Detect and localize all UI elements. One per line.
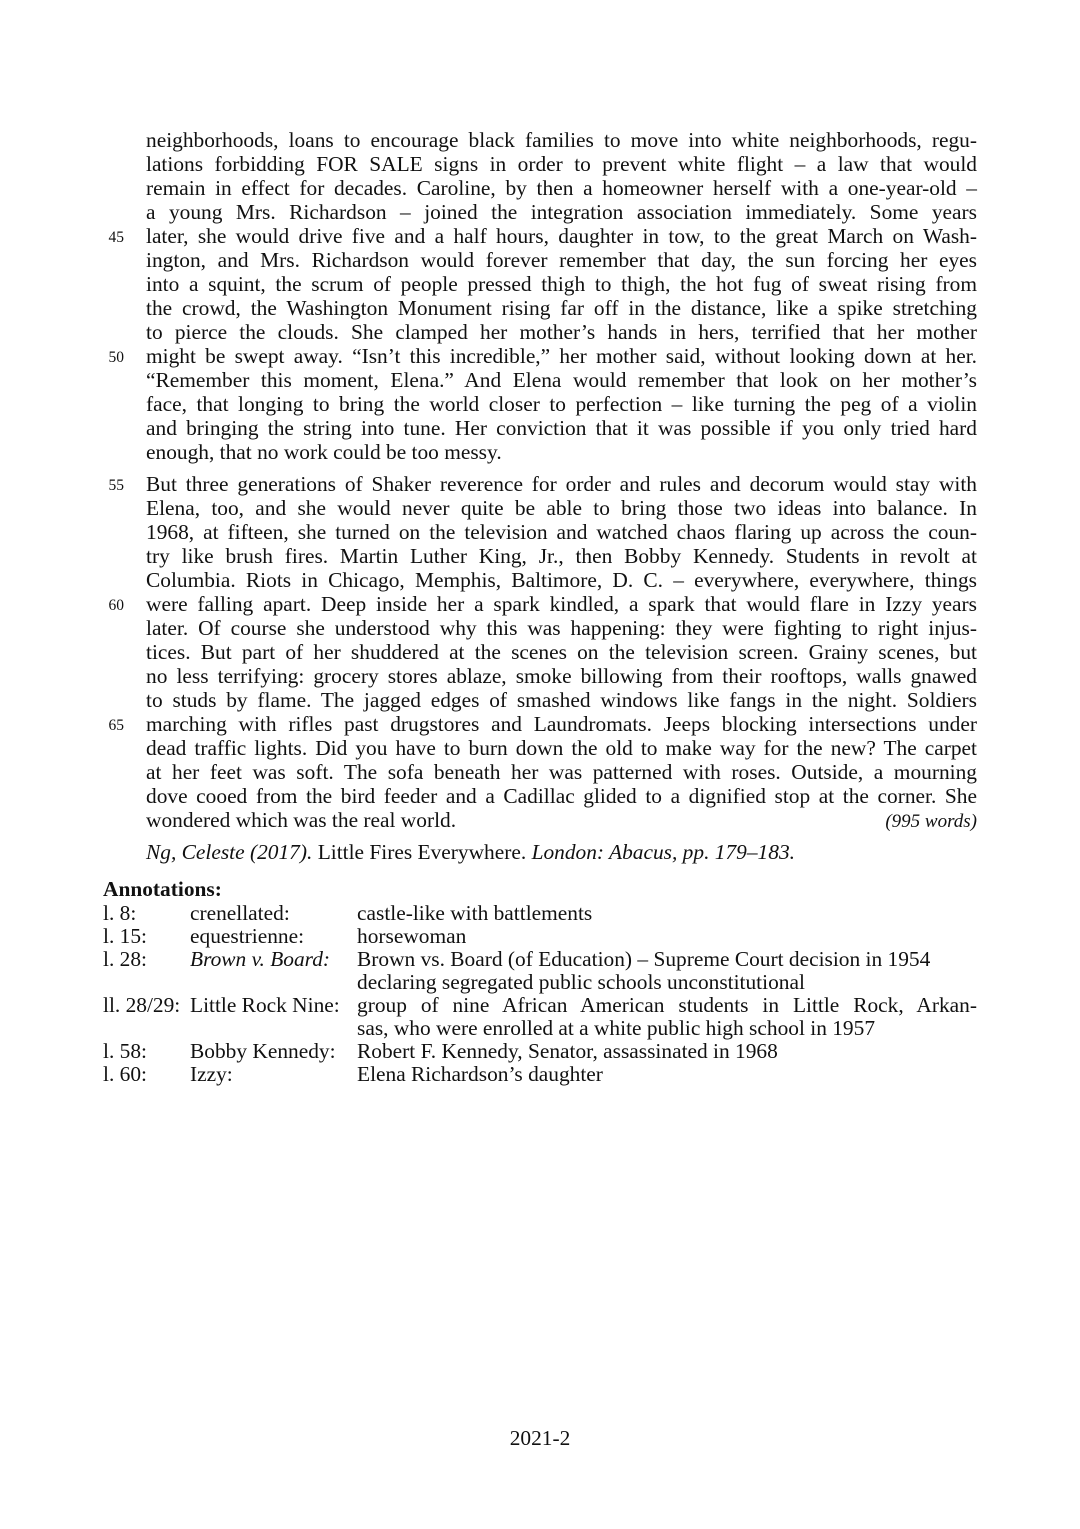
passage-line: ington, and Mrs. Richardson would forever remember that day, the sun forcing her eyes xyxy=(146,248,977,272)
annotation-ref: l. 8: xyxy=(103,901,137,925)
passage-line: face, that longing to bring the world closer to perfection – like turning the peg of a violin xyxy=(146,392,977,416)
passage-line: and bringing the string into tune. Her conviction that it was possible if you only tried hard xyxy=(146,416,977,440)
passage-line: wondered which was the real world. xyxy=(146,808,457,832)
line-number: 65 xyxy=(108,717,124,734)
passage-line: try like brush fires. Martin Luther King, Jr., then Bobby Kennedy. Students in revolt at xyxy=(146,544,977,568)
page-number: 2021-2 xyxy=(509,1426,571,1450)
annotation-term: crenellated: xyxy=(190,901,290,925)
passage-line: remain in effect for decades. Caroline, by then a homeowner herself with a one-year-old – xyxy=(146,176,977,200)
citation xyxy=(146,840,795,864)
annotation-definition: Brown vs. Board (of Education) – Supreme Court decision in 1954 xyxy=(357,947,931,971)
annotation-term: Bobby Kennedy: xyxy=(190,1039,336,1063)
passage-line: enough, that no work could be too messy. xyxy=(146,440,502,464)
line-number: 55 xyxy=(108,477,124,494)
annotation-term: Brown v. Board: xyxy=(190,947,331,971)
annotation-item xyxy=(0,1062,1080,1086)
line-number: 50 xyxy=(108,349,124,366)
annotation-item xyxy=(0,947,1080,971)
annotation-item xyxy=(0,993,1080,1017)
passage-line: dove cooed from the bird feeder and a Cadillac glided to a dignified stop at the corner. She xyxy=(146,784,977,808)
passage-line: Columbia. Riots in Chicago, Memphis, Baltimore, D. C. – everywhere, everywhere, things xyxy=(146,568,977,592)
annotation-term: Little Rock Nine: xyxy=(190,993,340,1017)
passage-line: neighborhoods, loans to encourage black families to move into white neighborhoods, regu- xyxy=(146,128,977,152)
annotation-term: equestrienne: xyxy=(190,924,305,948)
annotation-ref: l. 60: xyxy=(103,1062,147,1086)
citation-author-year: Ng, Celeste (2017). xyxy=(146,840,313,864)
passage-line: lations forbidding FOR SALE signs in order to prevent white flight – a law that would xyxy=(146,152,977,176)
word-count: (995 words) xyxy=(885,811,977,832)
annotation-ref: l. 28: xyxy=(103,947,147,971)
passage-line: at her feet was soft. The sofa beneath her was patterned with roses. Outside, a mourning xyxy=(146,760,977,784)
annotation-item xyxy=(0,1039,1080,1063)
annotation-definition: Robert F. Kennedy, Senator, assassinated in 1968 xyxy=(357,1039,778,1063)
annotation-definition: sas, who were enrolled at a white public high school in 1957 xyxy=(357,1016,876,1040)
annotation-term: Izzy: xyxy=(190,1062,233,1086)
annotation-item xyxy=(0,924,1080,948)
annotation-definition: horsewoman xyxy=(357,924,467,948)
citation-title: Little Fires Everywhere. xyxy=(317,840,527,864)
passage-line: the crowd, the Washington Monument rising far off in the distance, like a spike stretching xyxy=(146,296,977,320)
annotation-continuation xyxy=(0,970,1080,994)
annotation-ref: l. 58: xyxy=(103,1039,147,1063)
line-number: 60 xyxy=(108,597,124,614)
passage-line: into a squint, the scrum of people pressed thigh to thigh, the hot fug of sweat rising from xyxy=(146,272,977,296)
citation-publisher: London: Abacus, pp. 179–183. xyxy=(531,840,795,864)
annotation-ref: ll. 28/29: xyxy=(103,993,181,1017)
passage-line: to pierce the clouds. She clamped her mother’s hands in hers, terrified that her mother xyxy=(146,320,977,344)
passage-line: later. Of course she understood why this was happening: they were fighting to right injus- xyxy=(146,616,977,640)
annotation-definition: castle-like with battlements xyxy=(357,901,593,925)
passage-line: tices. But part of her shuddered at the scenes on the television screen. Grainy scenes, but xyxy=(146,640,977,664)
annotation-definition: group of nine African American students in Little Rock, Arkan- xyxy=(357,993,977,1017)
passage-line: But three generations of Shaker reverence for order and rules and decorum would stay with xyxy=(146,472,977,496)
annotation-continuation xyxy=(0,1016,1080,1040)
passage-line: dead traffic lights. Did you have to burn down the old to make way for the new? The carpet xyxy=(146,736,977,760)
passage-line: Elena, too, and she would never quite be able to bring those two ideas into balance. In xyxy=(146,496,977,520)
passage-line: were falling apart. Deep inside her a spark kindled, a spark that would flare in Izzy years xyxy=(146,592,977,616)
passage-line: later, she would drive five and a half hours, daughter in tow, to the great March on Wash- xyxy=(146,224,977,248)
annotation-definition: declaring segregated public schools unconstitutional xyxy=(357,970,805,994)
annotation-item xyxy=(0,901,1080,925)
passage-line: marching with rifles past drugstores and Laundromats. Jeeps blocking intersections under xyxy=(146,712,977,736)
passage-line: “Remember this moment, Elena.” And Elena would remember that look on her mother’s xyxy=(146,368,977,392)
annotation-definition: Elena Richardson’s daughter xyxy=(357,1062,603,1086)
passage-line: no less terrifying: grocery stores ablaze, smoke billowing from their rooftops, walls gnawed xyxy=(146,664,977,688)
line-number: 45 xyxy=(108,229,124,246)
passage-line: 1968, at fifteen, she turned on the television and watched chaos flaring up across the coun- xyxy=(146,520,977,544)
passage-line: might be swept away. “Isn’t this incredible,” her mother said, without looking down at her. xyxy=(146,344,977,368)
passage-line: to studs by flame. The jagged edges of smashed windows like fangs in the night. Soldiers xyxy=(146,688,977,712)
annotations-heading: Annotations: xyxy=(103,877,222,901)
passage-line: a young Mrs. Richardson – joined the integration association immediately. Some years xyxy=(146,200,977,224)
annotation-ref: l. 15: xyxy=(103,924,147,948)
